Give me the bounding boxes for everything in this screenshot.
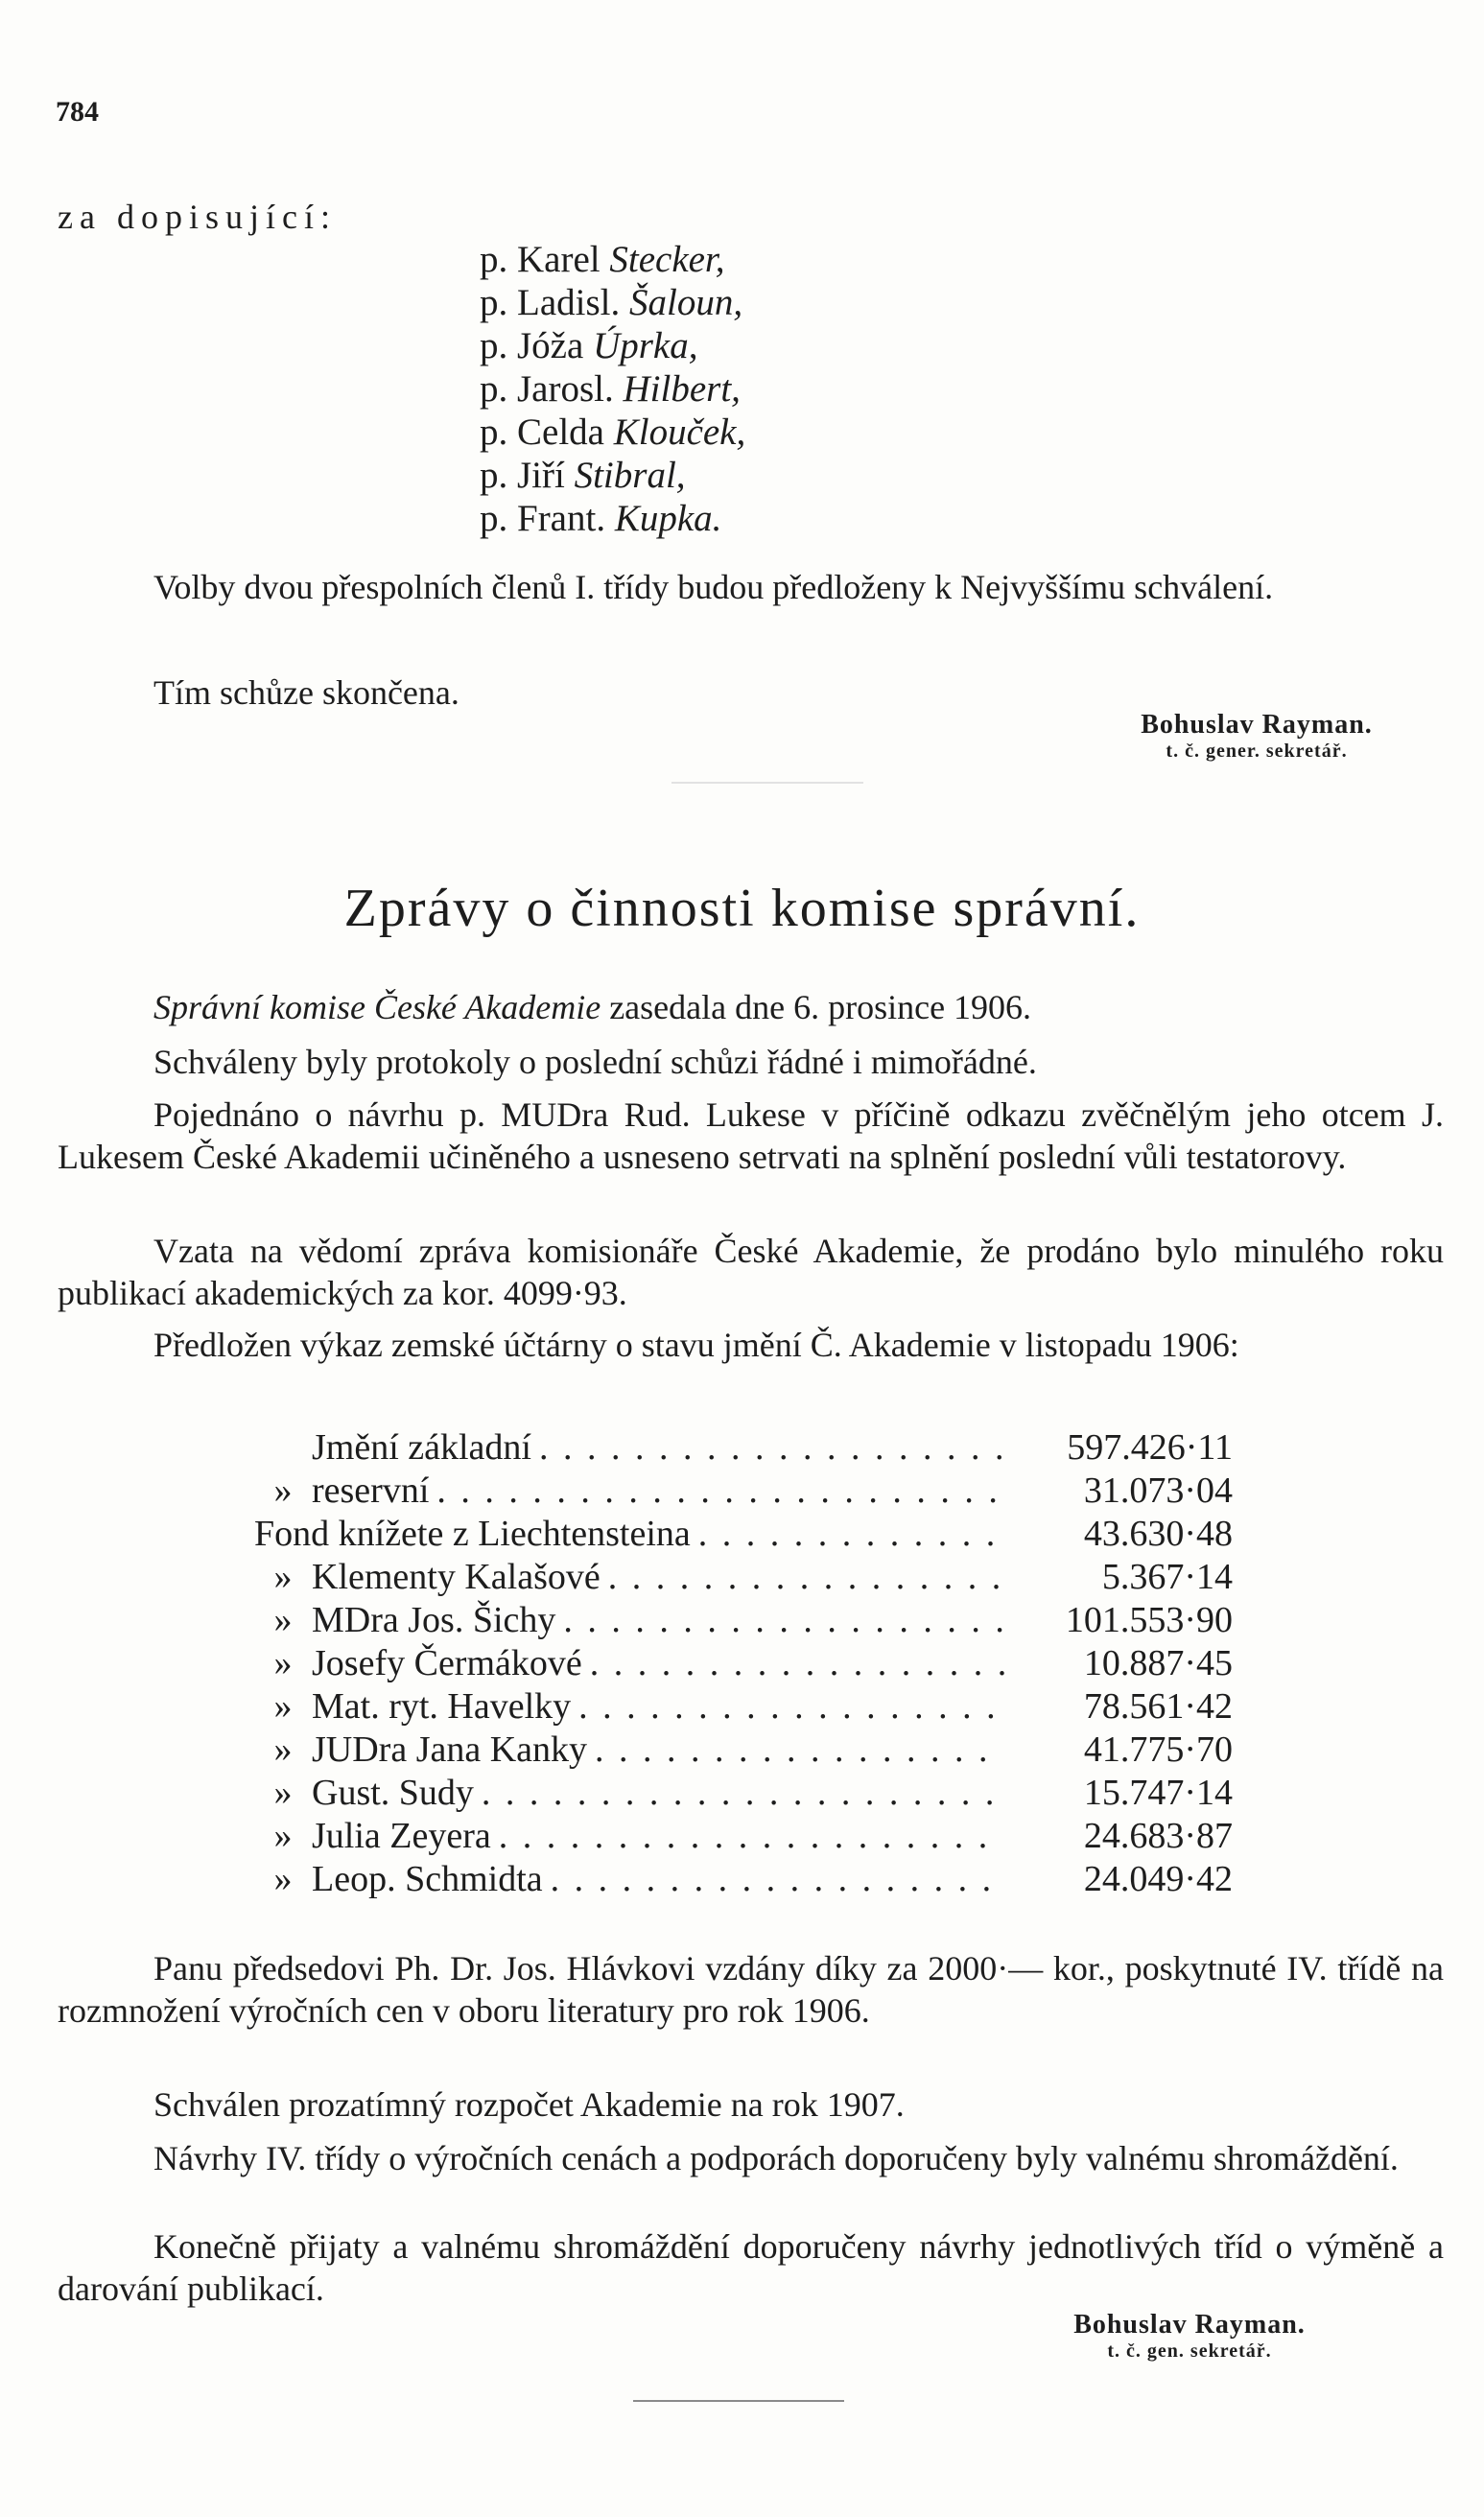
signature-block — [1084, 710, 1429, 763]
divider-rule — [671, 782, 863, 784]
committee-name: Správní komise České Akademie — [153, 988, 601, 1026]
member-item: p. Jóža Úprka, — [480, 325, 698, 366]
ledger-row: » Mat. ryt. Havelky . . . 78.561·42 — [254, 1685, 1233, 1729]
paragraph-volby: Volby dvou přespolních členů I. třídy budou předloženy k Nejvyššímu schválení. — [153, 568, 1274, 606]
assets-ledger — [254, 1426, 1233, 1901]
paragraph-budget: Schválen prozatímný rozpočet Akademie na rok 1907. — [153, 2085, 905, 2124]
signature-role: t. č. gen. sekretář. — [1107, 2341, 1272, 2362]
ledger-row: » JUDra Jana Kanky . . . 41.775·70 — [254, 1729, 1233, 1772]
page-number: 784 — [56, 96, 99, 128]
paragraph-prizes: Návrhy IV. třídy o výročních cenách a podporách doporučeny byly valnému shromáždění. — [153, 2139, 1399, 2177]
signature-block-final — [1017, 2310, 1362, 2363]
member-item: p. Jiří Stibral, — [480, 455, 686, 496]
paragraph-sales: Vzata na vědomí zpráva komisionáře České Akademie, že prodáno bylo minulého roku publikací akademických za kor. 4099·93. — [58, 1232, 1444, 1312]
paragraph-lukes: Pojednáno o návrhu p. MUDra Rud. Lukese v příčině odkazu zvěčnělým jeho otcem J. Lukesem České Akademii učiněného a usneseno setrvati na splnění poslední vůli testatorovy. — [58, 1095, 1444, 1176]
ledger-row: » MDra Jos. Šichy . . . 101.553·90 — [254, 1599, 1233, 1642]
member-item: p. Ladisl. Šaloun, — [480, 282, 743, 323]
paragraph-session-end: Tím schůze skončena. — [153, 673, 459, 712]
ledger-row: » Julia Zeyera . . . 24.683·87 — [254, 1815, 1233, 1858]
paragraph-protocols: Schváleny byly protokoly o poslední schůzi řádné i mimořádné. — [153, 1043, 1037, 1081]
ledger-row: Fond knížete z Liechtensteina . . . 43.630·48 — [197, 1513, 1233, 1556]
signature-name: Bohuslav Rayman. — [1073, 2310, 1306, 2340]
signature-role: t. č. gener. sekretář. — [1166, 741, 1348, 762]
members-list — [480, 238, 745, 540]
ledger-row: » Klementy Kalašové . . . 5.367·14 — [254, 1556, 1233, 1599]
paragraph-statement: Předložen výkaz zemské účtárny o stavu jmění Č. Akademie v listopadu 1906: — [153, 1326, 1239, 1364]
member-item: p. Karel Stecker, — [480, 239, 725, 280]
end-rule — [633, 2400, 844, 2402]
paragraph-thanks: Panu předsedovi Ph. Dr. Jos. Hlávkovi vzdány díky za 2000·— kor., poskytnuté IV. třídě na rozmnožení výročních cen v oboru literatury pro rok 1906. — [58, 1949, 1444, 2030]
correspondents-heading: za dopisující: — [58, 198, 337, 236]
member-item: p. Celda Klouček, — [480, 412, 746, 453]
ledger-row: » Josefy Čermákové . . . 10.887·45 — [254, 1642, 1233, 1685]
ledger-row: » reservní . . . 31.073·04 — [254, 1470, 1233, 1513]
ledger-row: » Gust. Sudy . . . 15.747·14 — [254, 1772, 1233, 1815]
ledger-row: Jmění základní . . . 597.426·11 — [254, 1426, 1233, 1470]
signature-name: Bohuslav Rayman. — [1141, 710, 1373, 740]
paragraph-exchange: Konečně přijaty a valnému shromáždění doporučeny návrhy jednotlivých tříd o výměně a darování publikací. — [58, 2227, 1444, 2308]
member-item: p. Jarosl. Hilbert, — [480, 368, 741, 410]
member-item: p. Frant. Kupka. — [480, 498, 722, 539]
section-title: Zprávy o činnosti komise správní. — [343, 879, 1141, 938]
ledger-row: » Leop. Schmidta . . . 24.049·42 — [254, 1858, 1233, 1901]
paragraph-meeting: Správní komise České Akademie zasedala dne 6. prosince 1906. — [153, 988, 1032, 1026]
